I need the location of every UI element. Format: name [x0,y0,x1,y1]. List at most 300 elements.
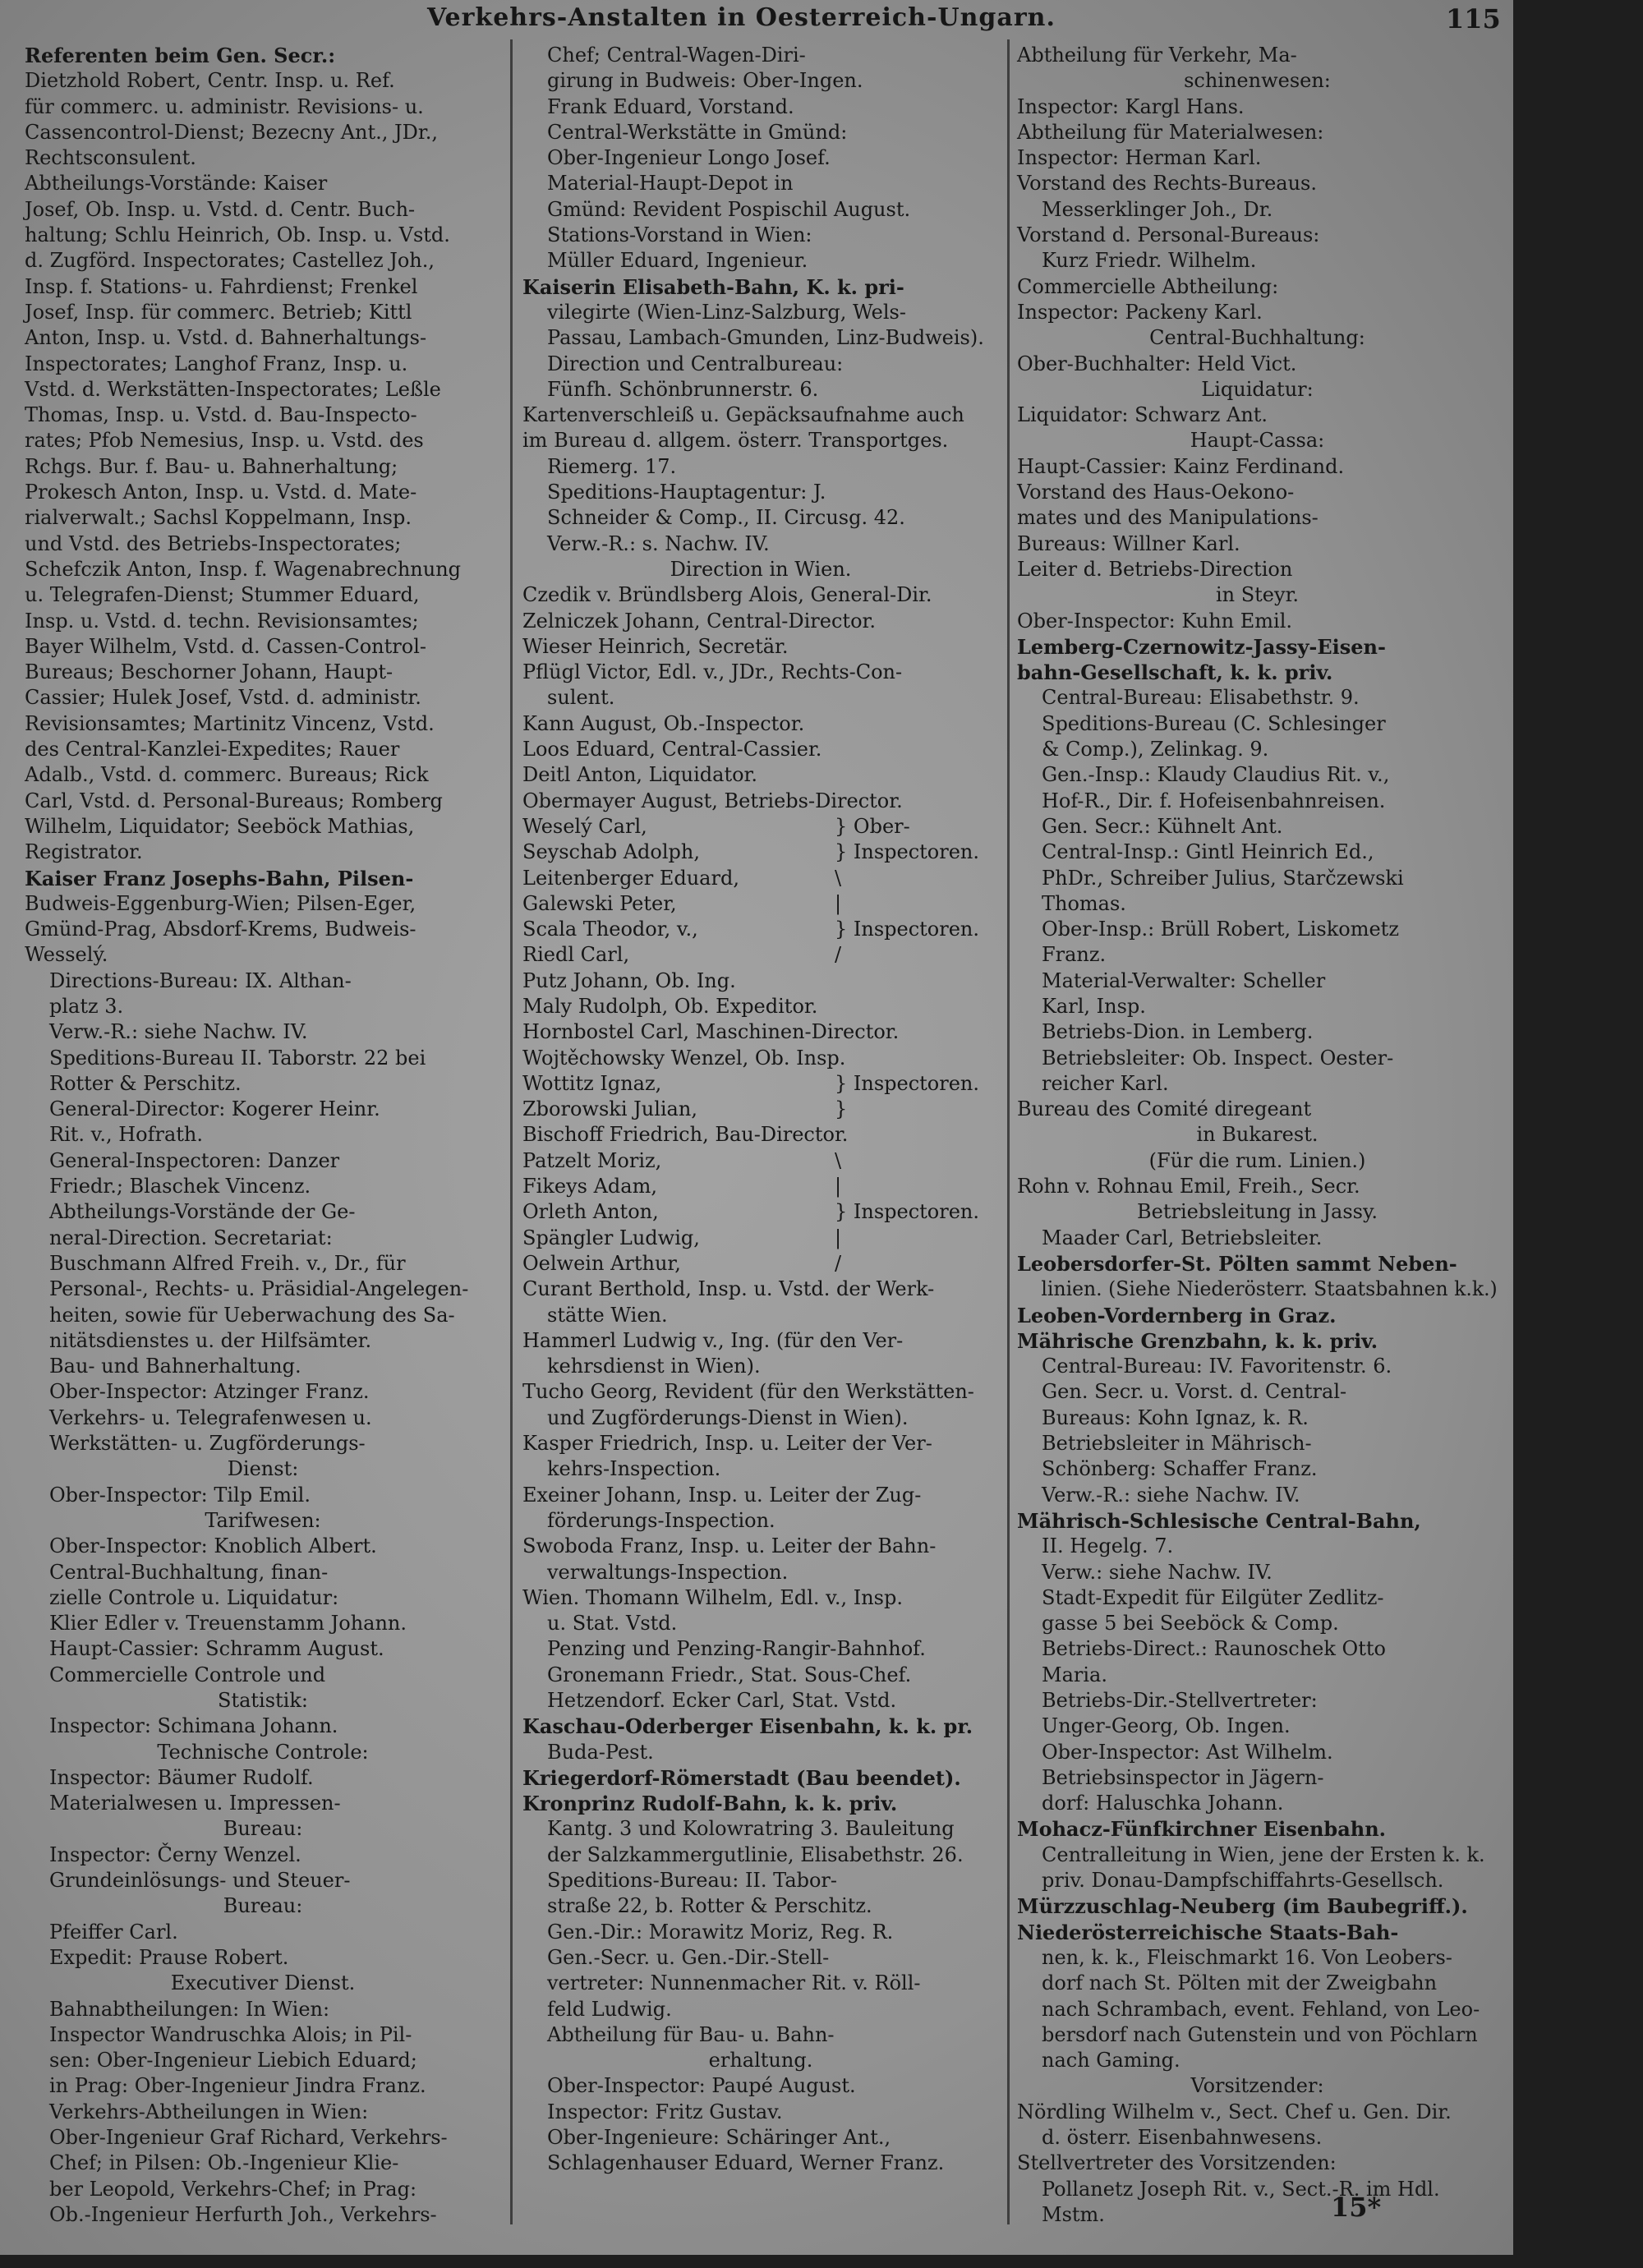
text-line [1017,1842,1498,1868]
text-line [1017,737,1498,762]
line-text: Kriegerdorf-Römerstadt (Bau beendet). [522,1765,961,1790]
line-text: Kartenverschleiß u. Gepäcksaufnahme auch [522,403,964,427]
text-line [1017,814,1498,840]
text-line [522,660,999,685]
line-text: Hornbostel Carl, Maschinen-Director. [522,1020,900,1044]
text-line [25,737,501,762]
line-text: Inspector: Schimana Johann. [49,1714,338,1738]
line-text: Wojtěchowsky Wenzel, Ob. Insp. [522,1046,846,1070]
line-text: PhDr., Schreiber Julius, Starčzewski [1042,866,1404,890]
text-line [25,1816,501,1842]
line-text: Pflügl Victor, Edl. v., JDr., Rechts-Con- [522,660,903,684]
line-text: Mährische Grenzbahn, k. k. priv. [1017,1328,1378,1353]
line-text: Insp. f. Stations- u. Fahrdienst; Frenkel [25,274,418,298]
text-line [25,942,501,968]
line-text: Leiter d. Betriebs-Direction [1017,557,1293,581]
text-line [1017,789,1498,814]
text-line [522,1636,999,1662]
text-line [1017,1226,1498,1251]
text-line [522,1174,999,1199]
line-text: Betriebs-Dion. in Lemberg. [1042,1020,1314,1044]
line-text: Rechtsconsulent. [25,146,196,170]
text-line [522,352,999,377]
line-text: Inspector: Herman Karl. [1017,146,1262,170]
text-line [1017,1560,1498,1585]
line-text: Cassier; Hulek Josef, Vstd. d. administr. [25,686,421,710]
line-text: Verw.: siehe Nachw. IV. [1042,1560,1273,1584]
line-text: Tarifwesen: [205,1508,321,1532]
entry-heading [1017,1920,1498,1945]
text-line [522,1148,999,1174]
text-line [25,120,501,145]
group-label: } Inspectoren. [835,840,980,864]
line-text: Central-Bureau: IV. Favoritenstr. 6. [1042,1355,1392,1378]
line-text: Central-Buchhaltung, finan- [49,1560,329,1584]
line-text: Verw.-R.: siehe Nachw. IV. [1042,1483,1300,1507]
text-line [1017,403,1498,428]
text-line [1017,609,1498,634]
line-text: Unger-Georg, Ob. Ingen. [1042,1714,1291,1738]
line-text: vertreter: Nunnenmacher Rit. v. Röll- [547,1971,921,1995]
text-line [522,1431,999,1456]
text-line [25,171,501,196]
line-text: (Für die rum. Linien.) [1148,1148,1366,1172]
line-text: Buda-Pest. [547,1740,654,1764]
line-text: Bischoff Friedrich, Bau-Director. [522,1123,849,1147]
line-text: Ob.-Ingenieur Herfurth Joh., Verkehrs- [49,2202,437,2226]
text-line [1017,942,1498,968]
line-text: Wilhelm, Liquidator; Seeböck Mathias, [25,814,415,838]
line-text: Speditions-Bureau: II. Tabor- [547,1869,838,1893]
text-line [25,1740,501,1765]
line-text: Leitenberger Eduard, [522,866,739,890]
page-number: 115 [1446,3,1501,35]
text-line [522,377,999,403]
text-line [1017,711,1498,737]
line-text: Swoboda Franz, Insp. u. Leiter der Bahn- [522,1534,937,1558]
text-line [1017,866,1498,891]
text-line [522,994,999,1019]
text-line [25,2073,501,2099]
text-line [522,891,999,917]
text-line [25,2177,501,2202]
line-text: Zborowski Julian, [522,1097,697,1121]
text-line [522,94,999,120]
text-line [522,1945,999,1971]
line-text: Budweis-Eggenburg-Wien; Pilsen-Eger, [25,891,417,915]
text-line [25,1791,501,1816]
text-line [522,1071,999,1097]
text-line [1017,1534,1498,1559]
text-line [1017,582,1498,608]
text-line [522,1971,999,1996]
text-line [1017,1277,1498,1302]
line-text: des Central-Kanzlei-Expedites; Rauer [25,738,400,761]
line-text: Abtheilung für Bau- u. Bahn- [547,2022,835,2046]
line-text: Wottitz Ignaz, [522,1071,662,1095]
text-line [522,2151,999,2176]
line-text: mates und des Manipulations- [1017,506,1319,530]
text-line [522,1097,999,1122]
text-line [522,609,999,634]
text-line [1017,120,1498,145]
line-text: Mohacz-Fünfkirchner Eisenbahn. [1017,1817,1387,1842]
line-text: heiten, sowie für Ueberwachung des Sa- [49,1303,455,1327]
line-text: Betriebs-Direct.: Raunoschek Otto [1042,1637,1386,1661]
line-text: Schneider & Comp., II. Circusg. 42. [547,506,905,530]
line-text: u. Stat. Vstd. [547,1612,678,1635]
text-line [1017,2048,1498,2073]
text-line [25,814,501,840]
line-text: Commercielle Controle und [49,1663,326,1686]
text-line [1017,1997,1498,2022]
text-line [522,1251,999,1277]
line-text: Zelniczek Johann, Central-Director. [522,609,876,633]
line-text: Mährisch-Schlesische Central-Bahn, [1017,1508,1421,1533]
line-text: Bahnabtheilungen: In Wien: [49,1997,330,2021]
line-text: Personal-, Rechts- u. Präsidial-Angelegen- [49,1277,469,1301]
text-line [522,1456,999,1482]
group-label: } Inspectoren. [835,1071,980,1095]
line-text: Patzelt Moriz, [522,1148,662,1172]
text-line [25,1508,501,1534]
text-line [1017,1122,1498,1148]
line-text: Gmünd: Revident Pospischil August. [547,197,911,221]
line-text: Revisionsamtes; Martinitz Vincenz, Vstd. [25,711,435,735]
line-text: Orleth Anton, [522,1200,659,1224]
signature-mark: 15* [1331,2192,1382,2223]
line-text: Dienst: [227,1457,299,1481]
line-text: Verw.-R.: s. Nachw. IV. [547,531,770,555]
line-text: Betriebsinspector in Jägern- [1042,1765,1324,1789]
text-line [25,248,501,274]
text-line [522,1328,999,1354]
text-line [1017,171,1498,196]
line-text: Kronprinz Rudolf-Bahn, k. k. priv. [522,1792,898,1816]
line-text: Gen.-Dir.: Morawitz Moriz, Reg. R. [547,1920,894,1944]
text-line [522,1046,999,1071]
line-text: d. Zugförd. Inspectorates; Castellez Joh., [25,249,435,273]
line-text: Haupt-Cassa: [1190,429,1325,453]
line-text: Czedik v. Bründlsberg Alois, General-Dir. [522,583,932,607]
line-text: Franz. [1042,943,1107,967]
line-text: Leobersdorfer-St. Pölten sammt Neben- [1017,1251,1457,1276]
text-line [25,2151,501,2176]
line-text: Inspector: Packeny Karl. [1017,300,1263,324]
column-divider [1007,39,1010,2224]
line-text: sen: Ober-Ingenieur Liebich Eduard; [49,2049,417,2072]
line-text: Curant Berthold, Insp. u. Vstd. der Werk- [522,1277,935,1301]
text-line [25,1971,501,1996]
text-line [522,480,999,505]
line-text: Abtheilungs-Vorstände: Kaiser [25,172,328,196]
text-line [1017,968,1498,994]
line-text: Rit. v., Hofrath. [49,1123,204,1147]
line-text: Referenten beim Gen. Secr.: [25,44,336,67]
line-text: Bureau: [223,1894,303,1918]
text-line [1017,994,1498,1019]
text-line [25,1251,501,1277]
line-text: in Bukarest. [1196,1123,1319,1147]
line-text: Bureaus: Kohn Ignaz, k. R. [1042,1405,1309,1429]
text-line [25,917,501,942]
entry-heading [522,274,999,300]
text-line [25,1071,501,1097]
text-line [25,274,501,300]
line-text: Ober-Inspector: Tilp Emil. [49,1483,311,1507]
text-line [1017,1483,1498,1508]
line-text: Central-Werkstätte in Gmünd: [547,120,848,144]
line-text: verwaltungs-Inspection. [547,1560,789,1584]
text-line [522,1816,999,1842]
line-text: Verkehrs- u. Telegrafenwesen u. [49,1405,372,1429]
line-text: Speditions-Bureau II. Taborstr. 22 bei [49,1046,426,1070]
text-line [25,2202,501,2228]
text-line [1017,1791,1498,1816]
line-text: Hof-R., Dir. f. Hofeisenbahnreisen. [1042,789,1386,812]
line-text: Maly Rudolph, Ob. Expeditor. [522,994,818,1018]
line-text: Ober-Buchhalter: Held Vict. [1017,352,1297,375]
line-text: Dietzhold Robert, Centr. Insp. u. Ref. [25,69,395,93]
entry-heading [1017,1251,1498,1277]
line-text: Materialwesen u. Impressen- [49,1792,341,1815]
text-line [1017,557,1498,582]
text-line [1017,1199,1498,1225]
column-left [25,43,501,2228]
line-text: Registrator. [25,840,143,864]
text-line [1017,1663,1498,1688]
line-text: Ober-Inspector: Kuhn Emil. [1017,609,1293,633]
text-line [1017,531,1498,557]
text-line [522,1379,999,1405]
text-line [25,325,501,351]
text-line [522,2100,999,2125]
text-line [1017,1046,1498,1071]
text-line [522,1740,999,1765]
line-text: Rchgs. Bur. f. Bau- u. Bahnerhaltung; [25,454,398,478]
text-line [1017,352,1498,377]
text-line [25,1560,501,1585]
text-line [522,840,999,865]
group-label: } Inspectoren. [835,918,980,941]
text-line [25,454,501,480]
line-text: Betriebs-Dir.-Stellvertreter: [1042,1689,1318,1712]
line-text: vilegirte (Wien-Linz-Salzburg, Wels- [547,300,906,324]
text-line [522,1611,999,1636]
text-line [522,942,999,968]
line-text: d. österr. Eisenbahnwesens. [1042,2126,1323,2150]
line-text: Galewski Peter, [522,891,677,915]
entry-heading [1017,660,1498,685]
text-line [1017,1611,1498,1636]
text-line [25,1019,501,1045]
line-text: Friedr.; Blaschek Vincenz. [49,1175,311,1198]
line-text: Obermayer August, Betriebs-Director. [522,789,903,812]
text-line [1017,454,1498,480]
text-line [522,762,999,788]
group-label: / [835,1251,842,1275]
text-line [1017,1740,1498,1765]
text-line [25,428,501,453]
running-title: Verkehrs-Anstalten in Oesterreich-Ungarn. [427,3,1056,32]
line-text: Ober-Inspector: Paupé August. [547,2074,856,2098]
text-line [25,1663,501,1688]
group-label: | [835,1175,842,1198]
line-text: Betriebsleiter: Ob. Inspect. Oester- [1042,1046,1394,1070]
line-text: Gen. Secr.: Kühnelt Ant. [1042,814,1283,838]
group-label: } Inspectoren. [835,1200,980,1224]
text-line [25,1405,501,1431]
line-text: Anton, Insp. u. Vstd. d. Bahnerhaltungs- [25,326,427,350]
line-text: Direction in Wien. [670,557,852,581]
line-text: Commercielle Abtheilung: [1017,274,1279,298]
line-text: Chef; Central-Wagen-Diri- [547,44,806,67]
line-text: Verkehrs-Abtheilungen in Wien: [49,2100,369,2123]
line-text: und Zugförderungs-Dienst in Wien). [547,1405,909,1429]
line-text: förderungs-Inspection. [547,1508,775,1532]
text-line [25,1997,501,2022]
text-line [25,403,501,428]
line-text: Haupt-Cassier: Kainz Ferdinand. [1017,454,1345,478]
line-text: Thomas, Insp. u. Vstd. d. Bau-Inspecto- [25,403,417,427]
text-line [522,1920,999,1945]
line-text: Abtheilung für Materialwesen: [1017,120,1324,144]
line-text: Inspector Wandruschka Alois; in Pil- [49,2022,412,2046]
line-text: Inspector: Kargl Hans. [1017,94,1245,118]
entry-heading [1017,1893,1498,1919]
text-line [25,994,501,1019]
text-line [522,866,999,891]
text-line [25,68,501,94]
entry-heading [1017,1816,1498,1842]
text-line [1017,1868,1498,1893]
text-line [1017,2177,1498,2202]
line-text: Leoben-Vordernberg in Graz. [1017,1303,1337,1327]
line-text: Material-Verwalter: Scheller [1042,968,1326,992]
line-text: priv. Donau-Dampfschiffahrts-Gesellsch. [1042,1869,1444,1893]
line-text: Executiver Dienst. [170,1971,356,1995]
entry-heading [25,866,501,891]
line-text: Deitl Anton, Liquidator. [522,763,758,787]
line-text: im Bureau d. allgem. österr. Transportges. [522,429,949,453]
line-text: Inspectorates; Langhof Franz, Insp. u. [25,352,408,375]
text-line [522,171,999,196]
text-line [522,685,999,711]
text-line [25,634,501,660]
text-line [25,1945,501,1971]
text-line [25,1354,501,1379]
column-middle [522,43,999,2177]
text-line [1017,891,1498,917]
text-line [25,1328,501,1354]
line-text: Thomas. [1042,891,1126,915]
text-line [25,762,501,788]
line-text: Inspector: Černy Wenzel. [49,1842,301,1866]
text-line [25,352,501,377]
line-text: Exeiner Johann, Insp. u. Leiter der Zug- [522,1483,922,1507]
text-line [1017,1148,1498,1174]
text-line [522,1868,999,1893]
group-label: | [835,1226,842,1249]
line-text: Kann August, Ob.-Inspector. [522,711,805,735]
text-line [25,1431,501,1456]
text-line [1017,377,1498,403]
text-line [25,1534,501,1559]
text-line [25,1611,501,1636]
line-text: Vorstand d. Personal-Bureaus: [1017,223,1320,247]
text-line [522,145,999,171]
text-line [522,531,999,557]
line-text: Verw.-R.: siehe Nachw. IV. [49,1020,308,1044]
line-text: Gen. Secr. u. Vorst. d. Central- [1042,1380,1347,1404]
text-line [1017,1097,1498,1122]
text-line [522,1354,999,1379]
text-line [1017,1456,1498,1482]
text-line [522,505,999,531]
text-line [522,634,999,660]
text-line [1017,1019,1498,1045]
text-line [522,917,999,942]
text-line [1017,1636,1498,1662]
text-line [522,1303,999,1328]
line-text: feld Ludwig. [547,1997,672,2021]
line-text: Grundeinlösungs- und Steuer- [49,1869,351,1893]
line-text: neral-Direction. Secretariat: [49,1226,333,1249]
line-text: Gen.-Insp.: Klaudy Claudius Rit. v., [1042,763,1390,787]
text-line [522,2125,999,2151]
line-text: stätte Wien. [547,1303,668,1327]
line-text: Vorstand des Rechts-Bureaus. [1017,172,1318,196]
text-line [1017,1431,1498,1456]
text-line [1017,1354,1498,1379]
line-text: Lemberg-Czernowitz-Jassy-Eisen- [1017,634,1386,659]
line-text: Centralleitung in Wien, jene der Ersten k. k. [1042,1842,1485,1866]
text-line [1017,1765,1498,1791]
line-text: Direction und Centralbureau: [547,352,844,375]
line-text: Josef, Ob. Insp. u. Vstd. d. Centr. Buch- [25,197,416,221]
line-text: Liquidatur: [1201,377,1314,401]
text-line [1017,2202,1498,2228]
line-text: Maria. [1042,1663,1107,1686]
line-text: erhaltung. [708,2049,813,2072]
line-text: Weselý Carl, [522,814,647,838]
line-text: u. Telegrafen-Dienst; Stummer Eduard, [25,583,420,607]
text-line [25,1174,501,1199]
text-line [1017,505,1498,531]
text-line [522,1483,999,1508]
text-line [1017,1714,1498,1739]
line-text: Bayer Wilhelm, Vstd. d. Cassen-Control- [25,634,426,658]
line-text: Gmünd-Prag, Absdorf-Krems, Budweis- [25,918,417,941]
text-line [25,1714,501,1739]
text-line [25,300,501,325]
line-text: bahn-Gesellschaft, k. k. priv. [1017,660,1333,685]
text-line [25,1585,501,1611]
text-line [1017,197,1498,223]
text-line [522,1019,999,1045]
text-line [522,1663,999,1688]
text-line [25,968,501,994]
line-text: Wieser Heinrich, Secretär. [522,634,789,658]
line-text: dorf nach St. Pölten mit der Zweigbahn [1042,1971,1438,1995]
line-text: Abtheilungs-Vorstände der Ge- [49,1200,356,1224]
text-line [1017,145,1498,171]
line-text: Stadt-Expedit für Eilgüter Zedlitz- [1042,1585,1384,1609]
line-text: Müller Eduard, Ingenieur. [547,249,808,273]
text-line [25,840,501,865]
text-line [25,197,501,223]
text-line [1017,480,1498,505]
